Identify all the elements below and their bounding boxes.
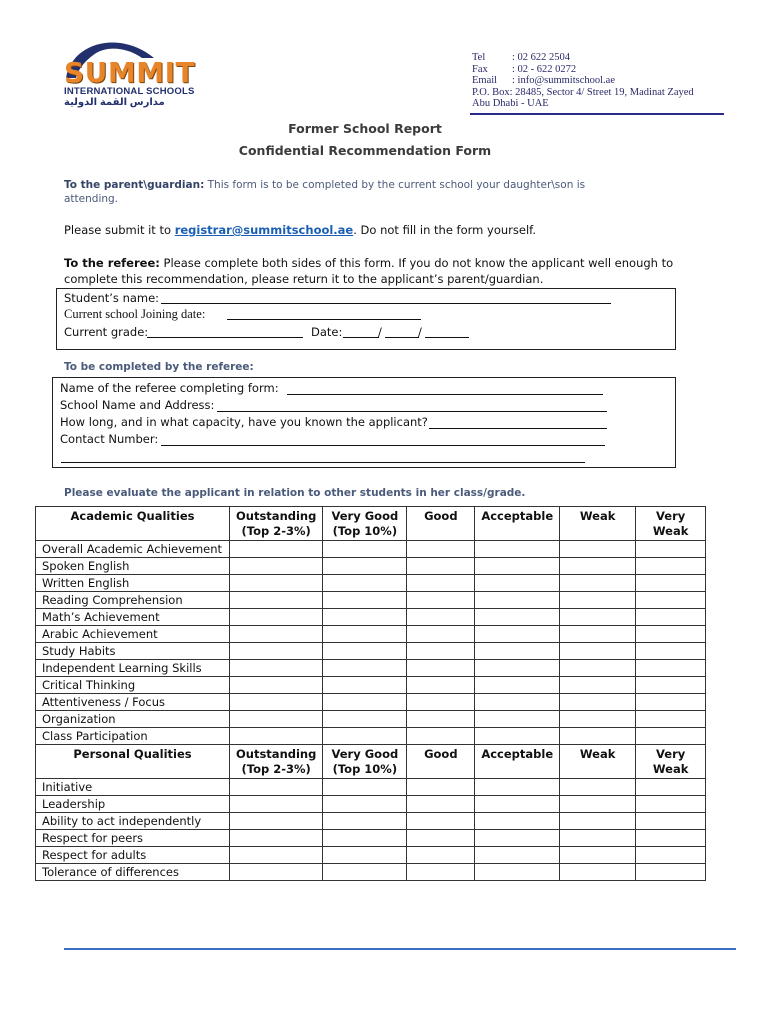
header-divider bbox=[470, 113, 724, 115]
table-row bbox=[36, 592, 706, 609]
rating-cell[interactable] bbox=[475, 728, 560, 745]
rating-cell[interactable] bbox=[636, 847, 706, 864]
rating-cell[interactable] bbox=[230, 813, 323, 830]
table-row bbox=[36, 830, 706, 847]
rating-cell[interactable] bbox=[323, 575, 407, 592]
rating-cell[interactable] bbox=[636, 660, 706, 677]
rating-cell[interactable] bbox=[636, 541, 706, 558]
rating-cell[interactable] bbox=[407, 575, 475, 592]
rating-cell[interactable] bbox=[475, 609, 560, 626]
rating-cell[interactable] bbox=[407, 558, 475, 575]
rating-cell[interactable] bbox=[407, 541, 475, 558]
date-separator: / bbox=[378, 325, 382, 339]
personal-qualities-header: Personal Qualities bbox=[36, 745, 230, 779]
rating-cell[interactable] bbox=[475, 660, 560, 677]
rating-cell[interactable] bbox=[636, 609, 706, 626]
quality-label: Overall Academic Achievement bbox=[36, 541, 230, 558]
submit-instructions: Please submit it to registrar@summitschool.ae. Do not fill in the form yourself. bbox=[64, 223, 537, 237]
quality-label: Independent Learning Skills bbox=[36, 660, 230, 677]
referee-name-label: Name of the referee completing form: bbox=[60, 381, 279, 395]
rating-header: Very Good (Top 10%) bbox=[323, 507, 407, 541]
rating-cell[interactable] bbox=[323, 541, 407, 558]
additional-line-field[interactable] bbox=[61, 462, 585, 463]
current-grade-field[interactable] bbox=[147, 337, 303, 338]
contact-number-label: Contact Number: bbox=[60, 432, 159, 446]
contact-fax: Fax : 02 - 622 0272 bbox=[472, 63, 577, 75]
rating-cell[interactable] bbox=[230, 694, 323, 711]
quality-label: Respect for adults bbox=[36, 847, 230, 864]
table-row bbox=[36, 694, 706, 711]
quality-label: Organization bbox=[36, 711, 230, 728]
rating-cell[interactable] bbox=[636, 592, 706, 609]
contact-address: P.O. Box: 28485, Sector 4/ Street 19, Madinat Zayed bbox=[472, 86, 694, 98]
quality-label: Class Participation bbox=[36, 728, 230, 745]
rating-cell[interactable] bbox=[636, 779, 706, 796]
table-row bbox=[36, 660, 706, 677]
rating-cell[interactable] bbox=[230, 864, 323, 881]
evaluation-table bbox=[35, 506, 706, 881]
quality-label: Arabic Achievement bbox=[36, 626, 230, 643]
page-subtitle: Confidential Recommendation Form bbox=[238, 143, 492, 158]
table-row bbox=[36, 728, 706, 745]
rating-cell[interactable] bbox=[636, 643, 706, 660]
rating-cell[interactable] bbox=[475, 575, 560, 592]
rating-cell[interactable] bbox=[560, 694, 636, 711]
student-info-box bbox=[56, 288, 676, 350]
referee-info-box bbox=[52, 377, 676, 468]
school-address-field[interactable] bbox=[217, 411, 607, 412]
quality-label: Attentiveness / Focus bbox=[36, 694, 230, 711]
rating-cell[interactable] bbox=[323, 864, 407, 881]
quality-label: Ability to act independently bbox=[36, 813, 230, 830]
table-row bbox=[36, 609, 706, 626]
rating-cell[interactable] bbox=[560, 779, 636, 796]
rating-cell[interactable] bbox=[230, 592, 323, 609]
rating-cell[interactable] bbox=[323, 728, 407, 745]
contact-email: Email : info@summitschool.ae bbox=[472, 75, 615, 86]
rating-cell[interactable] bbox=[230, 728, 323, 745]
rating-cell[interactable] bbox=[407, 728, 475, 745]
parent-instructions: To the parent\guardian: This form is to be completed by the current school your daughter\son is attending. bbox=[64, 179, 586, 205]
rating-cell[interactable] bbox=[475, 830, 560, 847]
table-row bbox=[36, 779, 706, 796]
rating-cell[interactable] bbox=[636, 728, 706, 745]
current-grade-label: Current grade: bbox=[64, 325, 149, 339]
rating-cell[interactable] bbox=[475, 643, 560, 660]
rating-cell[interactable] bbox=[475, 711, 560, 728]
rating-cell[interactable] bbox=[407, 847, 475, 864]
rating-cell[interactable] bbox=[230, 847, 323, 864]
rating-cell[interactable] bbox=[560, 592, 636, 609]
rating-cell[interactable] bbox=[636, 575, 706, 592]
table-row bbox=[36, 558, 706, 575]
referee-instructions: To the referee: Please complete both sides of this form. If you do not know the applicant well enough to complete this recommendation, please return it to the applicant’s parent/guardian. bbox=[64, 256, 674, 286]
rating-cell[interactable] bbox=[323, 711, 407, 728]
rating-cell[interactable] bbox=[230, 830, 323, 847]
rating-cell[interactable] bbox=[407, 813, 475, 830]
rating-cell[interactable] bbox=[560, 643, 636, 660]
rating-cell[interactable] bbox=[636, 864, 706, 881]
quality-label: Spoken English bbox=[36, 558, 230, 575]
rating-cell[interactable] bbox=[407, 677, 475, 694]
rating-header: Very Weak bbox=[636, 745, 706, 779]
rating-cell[interactable] bbox=[230, 541, 323, 558]
rating-cell[interactable] bbox=[560, 677, 636, 694]
rating-cell[interactable] bbox=[475, 694, 560, 711]
rating-cell[interactable] bbox=[323, 830, 407, 847]
rating-cell[interactable] bbox=[407, 660, 475, 677]
referee-name-field[interactable] bbox=[287, 394, 603, 395]
rating-cell[interactable] bbox=[230, 609, 323, 626]
rating-cell[interactable] bbox=[636, 558, 706, 575]
rating-cell[interactable] bbox=[323, 592, 407, 609]
rating-cell[interactable] bbox=[230, 796, 323, 813]
student-name-label: Student’s name: bbox=[64, 291, 160, 305]
rating-cell[interactable] bbox=[475, 847, 560, 864]
rating-cell[interactable] bbox=[323, 558, 407, 575]
date-day-field[interactable] bbox=[343, 337, 379, 338]
rating-cell[interactable] bbox=[323, 813, 407, 830]
rating-cell[interactable] bbox=[407, 609, 475, 626]
rating-cell[interactable] bbox=[560, 558, 636, 575]
rating-cell[interactable] bbox=[560, 830, 636, 847]
rating-header: Very Good (Top 10%) bbox=[323, 745, 407, 779]
rating-cell[interactable] bbox=[636, 677, 706, 694]
table-row bbox=[36, 711, 706, 728]
rating-cell[interactable] bbox=[560, 796, 636, 813]
rating-cell[interactable] bbox=[230, 626, 323, 643]
rating-cell[interactable] bbox=[475, 796, 560, 813]
personal-qualities-header-row bbox=[36, 745, 706, 779]
table-row bbox=[36, 541, 706, 558]
rating-cell[interactable] bbox=[323, 779, 407, 796]
logo-subtitle: INTERNATIONAL SCHOOLS bbox=[64, 86, 195, 97]
rating-cell[interactable] bbox=[323, 847, 407, 864]
rating-cell[interactable] bbox=[407, 626, 475, 643]
quality-label: Written English bbox=[36, 575, 230, 592]
table-row bbox=[36, 677, 706, 694]
date-label: Date: bbox=[311, 325, 343, 339]
rating-cell[interactable] bbox=[323, 796, 407, 813]
rating-header: Good bbox=[407, 745, 475, 779]
rating-cell[interactable] bbox=[407, 779, 475, 796]
school-address-label: School Name and Address: bbox=[60, 398, 215, 412]
quality-label: Leadership bbox=[36, 796, 230, 813]
rating-cell[interactable] bbox=[230, 677, 323, 694]
rating-cell[interactable] bbox=[636, 711, 706, 728]
quality-label: Math’s Achievement bbox=[36, 609, 230, 626]
rating-header: Outstanding (Top 2-3%) bbox=[230, 745, 323, 779]
rating-cell[interactable] bbox=[560, 575, 636, 592]
rating-cell[interactable] bbox=[407, 711, 475, 728]
school-logo bbox=[58, 36, 208, 116]
table-row bbox=[36, 626, 706, 643]
rating-cell[interactable] bbox=[636, 626, 706, 643]
rating-cell[interactable] bbox=[407, 830, 475, 847]
rating-header: Outstanding (Top 2-3%) bbox=[230, 507, 323, 541]
rating-header: Good bbox=[407, 507, 475, 541]
rating-header: Very Weak bbox=[636, 507, 706, 541]
table-row bbox=[36, 643, 706, 660]
rating-cell[interactable] bbox=[475, 779, 560, 796]
academic-qualities-header: Academic Qualities bbox=[36, 507, 230, 541]
rating-cell[interactable] bbox=[560, 626, 636, 643]
rating-cell[interactable] bbox=[475, 813, 560, 830]
rating-header: Weak bbox=[560, 745, 636, 779]
rating-cell[interactable] bbox=[560, 847, 636, 864]
rating-cell[interactable] bbox=[407, 592, 475, 609]
academic-qualities-header-row bbox=[36, 507, 706, 541]
footer-divider bbox=[64, 948, 736, 950]
rating-cell[interactable] bbox=[323, 660, 407, 677]
rating-header: Acceptable bbox=[475, 745, 560, 779]
quality-label: Critical Thinking bbox=[36, 677, 230, 694]
date-year-field[interactable] bbox=[425, 337, 469, 338]
table-row bbox=[36, 813, 706, 830]
joining-date-label: Current school Joining date: bbox=[64, 307, 206, 321]
quality-label: Study Habits bbox=[36, 643, 230, 660]
rating-cell[interactable] bbox=[475, 558, 560, 575]
rating-cell[interactable] bbox=[636, 830, 706, 847]
rating-cell[interactable] bbox=[230, 558, 323, 575]
quality-label: Respect for peers bbox=[36, 830, 230, 847]
registrar-email-link[interactable]: registrar@summitschool.ae bbox=[174, 223, 354, 237]
how-long-field[interactable] bbox=[429, 428, 607, 429]
date-separator: / bbox=[418, 325, 422, 339]
rating-cell[interactable] bbox=[323, 643, 407, 660]
quality-label: Tolerance of differences bbox=[36, 864, 230, 881]
how-long-label: How long, and in what capacity, have you known the applicant? bbox=[60, 415, 428, 429]
rating-cell[interactable] bbox=[323, 694, 407, 711]
date-month-field[interactable] bbox=[385, 337, 419, 338]
contact-block bbox=[472, 52, 694, 110]
rating-cell[interactable] bbox=[475, 592, 560, 609]
rating-cell[interactable] bbox=[560, 609, 636, 626]
rating-header: Acceptable bbox=[475, 507, 560, 541]
rating-cell[interactable] bbox=[636, 796, 706, 813]
rating-cell[interactable] bbox=[560, 864, 636, 881]
referee-section-label: To be completed by the referee: bbox=[64, 361, 254, 373]
logo-arabic-text: مدارس القمة الدولية bbox=[64, 97, 165, 108]
contact-number-field[interactable] bbox=[161, 445, 605, 446]
table-row bbox=[36, 847, 706, 864]
rating-cell[interactable] bbox=[230, 711, 323, 728]
rating-cell[interactable] bbox=[323, 677, 407, 694]
rating-cell[interactable] bbox=[560, 728, 636, 745]
rating-cell[interactable] bbox=[560, 660, 636, 677]
quality-label: Initiative bbox=[36, 779, 230, 796]
evaluation-instructions: Please evaluate the applicant in relation to other students in her class/grade. bbox=[64, 487, 526, 499]
rating-cell[interactable] bbox=[230, 643, 323, 660]
student-name-field[interactable] bbox=[161, 303, 611, 304]
rating-cell[interactable] bbox=[407, 864, 475, 881]
rating-cell[interactable] bbox=[230, 660, 323, 677]
logo-name: SUMMIT bbox=[64, 56, 196, 89]
rating-cell[interactable] bbox=[323, 626, 407, 643]
page-title: Former School Report bbox=[288, 121, 442, 136]
rating-cell[interactable] bbox=[475, 864, 560, 881]
quality-label: Reading Comprehension bbox=[36, 592, 230, 609]
rating-cell[interactable] bbox=[407, 643, 475, 660]
rating-cell[interactable] bbox=[323, 609, 407, 626]
rating-cell[interactable] bbox=[560, 711, 636, 728]
contact-tel: Tel : 02 622 2504 bbox=[472, 52, 571, 63]
rating-cell[interactable] bbox=[560, 541, 636, 558]
rating-cell[interactable] bbox=[475, 541, 560, 558]
rating-cell[interactable] bbox=[475, 626, 560, 643]
rating-cell[interactable] bbox=[475, 677, 560, 694]
rating-cell[interactable] bbox=[407, 796, 475, 813]
contact-city: Abu Dhabi - UAE bbox=[472, 98, 549, 109]
rating-header: Weak bbox=[560, 507, 636, 541]
rating-cell[interactable] bbox=[407, 694, 475, 711]
rating-cell[interactable] bbox=[636, 694, 706, 711]
rating-cell[interactable] bbox=[230, 575, 323, 592]
rating-cell[interactable] bbox=[560, 813, 636, 830]
rating-cell[interactable] bbox=[636, 813, 706, 830]
rating-cell[interactable] bbox=[230, 779, 323, 796]
table-row bbox=[36, 575, 706, 592]
table-row bbox=[36, 796, 706, 813]
joining-date-field[interactable] bbox=[227, 319, 421, 320]
table-row bbox=[36, 864, 706, 881]
